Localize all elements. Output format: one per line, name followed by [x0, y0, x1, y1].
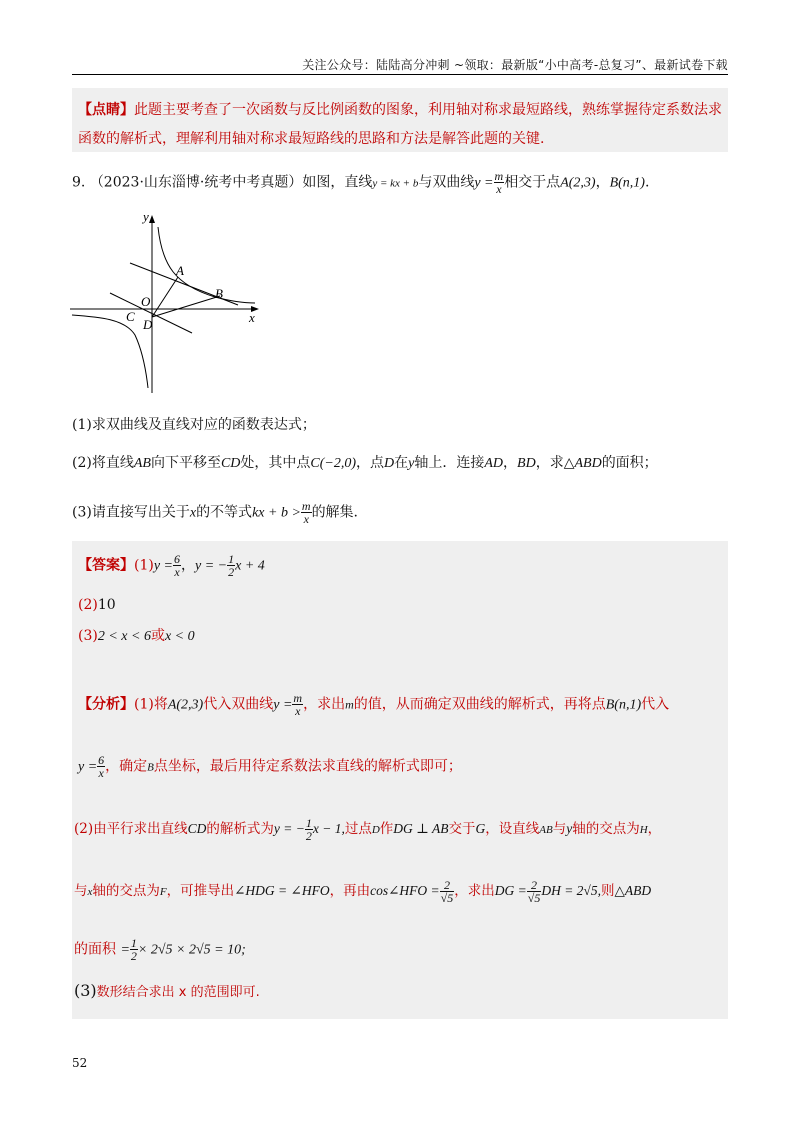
analysis-3-y: y [566, 821, 573, 836]
comment-line-1 [78, 99, 722, 119]
analysis-1-point-a: A(2,3) [167, 697, 204, 713]
line-expression: y = kx + b [372, 177, 419, 190]
analysis-4-cos-numerator: 2 [440, 879, 455, 892]
label-x: x [249, 310, 255, 325]
question-end: . [644, 174, 650, 191]
analysis-1-numerator: m [293, 691, 303, 705]
analysis-2-denominator: x [98, 766, 104, 780]
label-o: O [141, 294, 151, 309]
analysis-1-text-b: 代入双曲线 [203, 696, 274, 713]
part-3-numerator: m [301, 499, 311, 513]
answer-2-prefix: (2) [78, 597, 98, 613]
analysis-3-perpendicular: DG ⊥ AB [393, 821, 449, 836]
answer-1-prefix: (1) [134, 557, 154, 574]
analysis-4-dh: DH = 2√5, [541, 883, 601, 898]
analysis-5-equation: × 2√5 × 2√5 = 10; [137, 942, 246, 958]
answer-1-line-numerator: 1 [228, 552, 235, 566]
analysis-1-fraction [292, 692, 303, 717]
answer-3-or: 或 [150, 628, 165, 644]
analysis-line-3 [74, 817, 661, 842]
part-2-text-i: 的面积； [601, 455, 658, 471]
analysis-4-cos: cos∠HFO = [370, 883, 440, 898]
point-b: B(n,1) [609, 175, 645, 191]
y-axis-arrow [149, 215, 155, 223]
answer-1-line-rhs: x + 4 [235, 558, 265, 574]
page-header: 关注公众号：陆陆高分冲刺 ~领取：最新版“小中高考-总复习”、最新试卷下载 [302, 58, 728, 72]
comment-text-2: 函数的解析式，理解利用轴对称求最短路线的思路和方法是解答此题的关键. [78, 131, 545, 147]
analysis-6-prefix: (3) [74, 981, 97, 1000]
hyperbola-branch-1 [158, 227, 255, 303]
analysis-3-d: D [371, 824, 380, 836]
answer-1-line-fraction [227, 553, 235, 578]
part-2-text-h: ，求 [535, 455, 564, 471]
analysis-4-cos-denominator: √5 [440, 891, 454, 905]
analysis-2-numerator: 6 [98, 753, 105, 767]
analysis-3-text-d: 作 [379, 821, 394, 837]
analysis-line-5 [74, 937, 246, 962]
analysis-1-text-d: 的值，从而确定双曲线的解析式，再将点 [353, 696, 606, 713]
part-2-d: D [384, 456, 395, 471]
analysis-4-x: x [87, 886, 93, 898]
answer-1-denominator: x [174, 565, 180, 579]
part-2-y: y [408, 456, 415, 471]
answer-1-line-denominator: 2 [228, 565, 235, 579]
analysis-line-4 [74, 879, 651, 904]
analysis-3-text-j: ， [647, 821, 662, 837]
analysis-4-text-a: 与 [74, 883, 88, 899]
part-2-text-a: (2)将直线 [72, 455, 134, 471]
analysis-4-dg-fraction [527, 879, 542, 904]
part-2-text-c: 处，其中点 [240, 455, 311, 471]
answer-2-value: 10 [97, 597, 116, 613]
analysis-3-text-e: 交于 [448, 821, 476, 837]
analysis-3-numerator: 1 [305, 816, 312, 830]
analysis-4-dg: DG = [494, 883, 527, 898]
page-number: 52 [72, 1056, 88, 1070]
label-c: C [126, 309, 135, 324]
hyperbola-branch-2 [72, 315, 148, 388]
analysis-4-triangle: △ABD [614, 883, 652, 898]
analysis-4-dg-numerator: 2 [527, 879, 542, 892]
analysis-4-cos-fraction [440, 879, 455, 904]
analysis-4-text-d: ，再由 [329, 883, 371, 899]
analysis-2-b: B [147, 761, 154, 774]
analysis-1-text-e: 代入 [641, 696, 670, 713]
hyperbola-lhs: y = [474, 175, 494, 191]
analysis-3-eq-rhs: x − 1, [312, 821, 345, 836]
segment-ad [152, 277, 178, 317]
analysis-3-h: H [639, 824, 648, 836]
analysis-line-1 [78, 692, 669, 717]
part-2-text-f: 轴上．连接 [414, 455, 485, 471]
analysis-5-denominator: 2 [130, 949, 137, 963]
answer-1-numerator: 6 [174, 552, 181, 566]
analysis-2-text-a: ，确定 [105, 758, 148, 775]
analysis-2-text-b: 点坐标，最后用待定系数法求直线的解析式即可； [153, 758, 462, 775]
part-3-x: x [189, 505, 197, 521]
analysis-4-text-e: ，求出 [454, 883, 495, 899]
analysis-3-text-b: 的解析式为 [206, 821, 274, 837]
part-2-ad: AD [484, 456, 504, 471]
analysis-4-text-b: 轴的交点为 [92, 883, 160, 899]
analysis-1-lhs: y = [273, 697, 293, 713]
label-d: D [143, 317, 153, 332]
hyperbola-fraction [494, 170, 505, 195]
analysis-4-text-f: 则 [600, 883, 615, 899]
analysis-label: 【分析】 [78, 696, 134, 713]
part-2 [72, 452, 658, 472]
label-y: y [143, 209, 149, 224]
question-comma: ， [595, 174, 610, 191]
hyperbola-denominator: x [496, 182, 502, 196]
analysis-3-ab: AB [539, 824, 553, 836]
function-graph-figure [70, 205, 265, 395]
question-text-mid2: 相交于点 [504, 174, 561, 191]
answer-1-lhs: y = [153, 558, 174, 574]
analysis-1-text-c: ，求出 [303, 696, 346, 713]
analysis-3-text-i: 轴的交点为 [572, 821, 640, 837]
analysis-3-text-c: 过点 [344, 821, 372, 837]
answer-label: 【答案】 [78, 557, 134, 574]
analysis-4-text-c: ，可推导出 [166, 883, 235, 899]
analysis-4-f: F [159, 886, 167, 898]
answer-3-value-1: 2 < x < 6 [97, 629, 151, 644]
part-2-text-d: ，点 [356, 455, 385, 471]
answer-line-3 [78, 625, 195, 645]
point-c: C(−2,0) [310, 456, 357, 471]
part-2-text-e: 在 [394, 455, 409, 471]
question-text-mid1: 与双曲线 [418, 174, 475, 191]
analysis-1-point-b: B(n,1) [605, 697, 642, 713]
analysis-3-text-a: (2)由平行求出直线 [74, 821, 188, 837]
answer-3-prefix: (3) [78, 628, 98, 644]
part-2-triangle: △ABD [563, 456, 602, 471]
segment-bd [152, 296, 220, 317]
part-2-bd: BD [517, 456, 536, 471]
hyperbola-numerator: m [494, 169, 504, 183]
point-a: A(2,3) [560, 175, 596, 191]
analysis-3-g: G [475, 821, 486, 836]
part-2-text-b: 向下平移至 [150, 455, 221, 471]
part-2-text-g: ， [503, 455, 518, 471]
analysis-3-text-h: 与 [552, 821, 567, 837]
answer-box [72, 541, 728, 1019]
analysis-5-text-a: 的面积 [74, 941, 116, 958]
answer-1-line-lhs: y = − [195, 558, 228, 574]
analysis-3-fraction [305, 817, 313, 842]
analysis-1-m: m [345, 697, 354, 712]
part-3-text-a: (3)请直接写出关于 [72, 504, 190, 521]
part-3-fraction [301, 500, 312, 525]
analysis-5-numerator: 1 [130, 936, 137, 950]
label-a: A [176, 263, 184, 278]
part-3-inequality: kx + b > [252, 505, 301, 521]
comment-label: 【点睛】 [78, 102, 134, 118]
header-divider [72, 74, 728, 75]
part-3-denominator: x [303, 512, 309, 526]
analysis-2-lhs: y = [78, 759, 98, 775]
analysis-1-denominator: x [295, 704, 301, 718]
analysis-5-fraction [130, 937, 138, 962]
analysis-3-denominator: 2 [305, 829, 312, 843]
answer-line-1 [78, 553, 265, 578]
label-b: B [215, 286, 223, 301]
analysis-3-cd: CD [187, 821, 207, 836]
analysis-3-eq-lhs: y = − [273, 821, 305, 836]
part-3-text-c: 的解集. [311, 504, 359, 521]
answer-1-fraction [173, 553, 181, 578]
question-number: 9. [72, 174, 86, 191]
analysis-4-angle: ∠HDG = ∠HFO [234, 883, 330, 898]
part-1: (1)求双曲线及直线对应的函数表达式； [72, 417, 316, 433]
answer-1-separator: ， [181, 557, 196, 574]
part-3 [72, 500, 358, 525]
analysis-3-text-f: ，设直线 [485, 821, 540, 837]
part-2-cd: CD [220, 456, 241, 471]
question-source: （2023·山东淄博·统考中考真题）如图，直线 [89, 174, 373, 191]
analysis-line-2 [78, 754, 462, 779]
comment-text-1: 此题主要考查了一次函数与反比例函数的图象，利用轴对称求最短路线，熟练掌握待定系数法求 [134, 102, 722, 118]
analysis-5-eq-prefix: = [120, 942, 130, 958]
analysis-6-text: 数形结合求出 x 的范围即可. [96, 985, 260, 1000]
comment-box [72, 88, 728, 152]
part-2-ab: AB [133, 456, 151, 471]
answer-line-2 [78, 597, 116, 613]
analysis-1-text-a: (1)将 [134, 696, 168, 713]
analysis-4-dg-denominator: √5 [527, 891, 541, 905]
answer-3-value-2: x < 0 [164, 629, 195, 644]
analysis-line-6 [74, 981, 260, 1000]
part-3-text-b: 的不等式 [196, 504, 253, 521]
analysis-2-fraction [97, 754, 105, 779]
question-line [72, 170, 649, 195]
